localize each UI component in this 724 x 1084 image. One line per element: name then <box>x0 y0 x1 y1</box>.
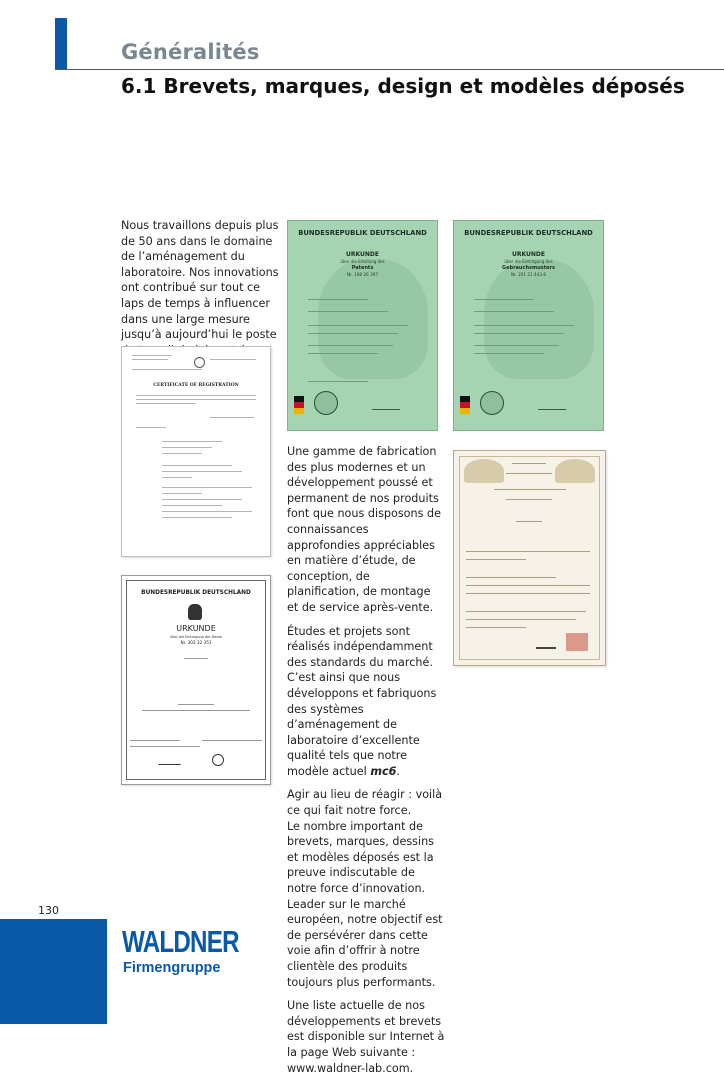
federal-seal-icon <box>212 754 224 766</box>
signature-icon <box>538 399 570 410</box>
header-accent-bar <box>55 18 67 70</box>
federal-eagle-icon <box>188 604 202 620</box>
section-title: Généralités <box>121 40 260 64</box>
japanese-patent-certificate-image <box>453 450 606 666</box>
patent-cert-number: Nr. 198 26 397 <box>346 272 379 277</box>
utility-cert-number: Nr. 201 21 443.6 <box>510 272 547 277</box>
phoenix-ornament-icon <box>555 459 595 483</box>
body-paragraph-3 <box>287 787 445 990</box>
utility-model-certificate-image <box>453 220 604 431</box>
german-flag-icon <box>294 396 304 414</box>
signature-icon <box>158 756 183 765</box>
trademark-certificate-image <box>121 575 271 785</box>
phoenix-ornament-icon <box>464 459 504 483</box>
trademark-cert-title: URKUNDE <box>176 624 216 633</box>
utility-cert-subtitle: über die Eintragung des <box>504 259 553 264</box>
japanese-signature-icon <box>536 637 556 649</box>
header-rule <box>55 69 724 70</box>
registration-certificate-image <box>121 346 271 557</box>
patent-cert-header: BUNDESREPUBLIK DEUTSCHLAND <box>298 229 427 237</box>
trademark-cert-number: Nr. 303 32 351 <box>180 640 212 645</box>
trademark-cert-header: BUNDESREPUBLIK DEUTSCHLAND <box>141 590 251 596</box>
intro-paragraph: Nous travaillons depuis plus de 50 ans dans le domaine de l’aménagement du laboratoire. Nos innovations ont contribué sur tout ce laps de temps à influencer dans une large mesure jusqu’à aujourd’hui le poste <box>121 219 279 342</box>
german-flag-icon <box>460 396 470 414</box>
page-heading: 6.1 Brevets, marques, design et modèles déposés <box>121 74 685 98</box>
body-paragraph-4: Une liste actuelle de nos développements et brevets est disponible sur Internet à la page Web suivante : www.waldner-lab.com. <box>287 999 445 1075</box>
patent-cert-kind: Patents <box>351 265 374 271</box>
federal-seal-icon <box>480 391 504 415</box>
trademark-cert-subtitle: über die Eintragung der Marke <box>170 635 222 639</box>
patent-cert-title: URKUNDE <box>345 251 379 258</box>
waldner-logo: WALDNER <box>122 924 239 959</box>
signature-icon <box>372 399 404 410</box>
body-paragraph-2-end: . <box>396 764 400 778</box>
model-name: mc6 <box>370 764 397 778</box>
body-paragraph-3b: Le nombre important de brevets, marques, dessins et modèles déposés est la preuve indiscutable de notre force d’innovation. Leader sur le marché européen, notre objectif est de persévérer dans cette voie afin d’offrir à notre clientèle des produits toujours plus performants. <box>287 819 443 989</box>
registry-logo-icon <box>194 357 205 368</box>
utility-cert-header: BUNDESREPUBLIK DEUTSCHLAND <box>464 229 593 237</box>
patent-certificate-image <box>287 220 438 431</box>
registration-cert-title: CERTIFICATE OF REGISTRATION <box>153 383 239 388</box>
eagle-watermark-icon <box>318 259 428 379</box>
utility-cert-kind: Gebrauchsmusters <box>502 265 555 271</box>
body-paragraph-2b: C’est ainsi que nous développons et fabriquons des systèmes d’aménagement de laboratoire d’excellente qualité tels que notre modèle actuel <box>287 671 437 778</box>
patent-cert-subtitle: über die Erteilung des <box>340 259 385 264</box>
footer-accent-block <box>0 919 107 1024</box>
body-paragraph-2 <box>287 624 445 780</box>
body-text-column <box>287 444 445 1084</box>
eagle-watermark-icon <box>484 259 594 379</box>
body-paragraph-2a: Études et projets sont réalisés indépendamment des standards du marché. <box>287 624 433 669</box>
body-paragraph-3a: Agir au lieu de réagir : voilà ce qui fait notre force. <box>287 788 443 818</box>
logo-subtitle: Firmengruppe <box>123 960 221 976</box>
utility-cert-title: URKUNDE <box>511 251 545 258</box>
body-paragraph-1: Une gamme de fabrication des plus modernes et un développement poussé et permanent de nos produits font que nous disposons de connaissances approfondies appréciables en matière d’étude, de conception, de planification, de montage et de service après-vente. <box>287 445 441 614</box>
page-number: 130 <box>38 904 59 917</box>
red-seal-stamp-icon <box>566 633 588 651</box>
federal-seal-icon <box>314 391 338 415</box>
